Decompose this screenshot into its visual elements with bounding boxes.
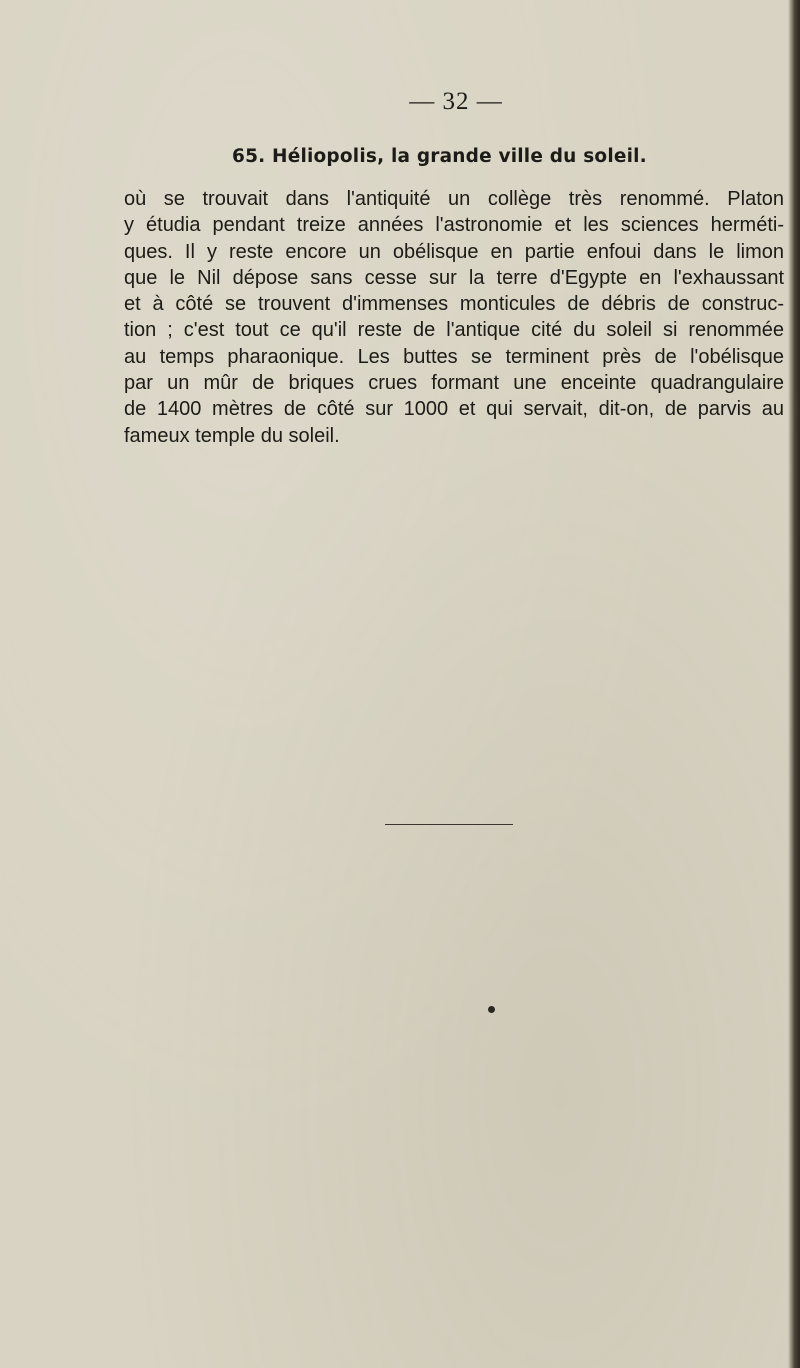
ornament-dot — [488, 1006, 495, 1013]
page-number: — 32 — — [409, 88, 503, 115]
text-line: où se trouvait dans l'antiquité un collège très renommé. Platon — [124, 188, 784, 210]
text-line: au temps pharaonique. Les buttes se terminent près de l'obélisque — [124, 345, 784, 368]
page-edge-shadow — [788, 0, 800, 1368]
body-paragraph — [124, 186, 784, 449]
text-line: par un mûr de briques crues formant une enceinte quadrangulaire — [124, 372, 784, 395]
text-line: que le Nil dépose sans cesse sur la terre d'Egypte en l'exhaussant — [124, 266, 784, 289]
text-line: y étudia pendant treize années l'astronomie et les sciences herméti- — [124, 214, 784, 237]
text-line: et à côté se trouvent d'immenses monticules de débris de construc- — [124, 293, 784, 316]
text-line: tion ; c'est tout ce qu'il reste de l'antique cité du soleil si renommée — [124, 319, 784, 342]
section-divider — [385, 824, 513, 825]
text-line: de 1400 mètres de côté sur 1000 et qui servait, dit-on, de parvis au — [124, 398, 784, 421]
text-line: ques. Il y reste encore un obélisque en partie enfoui dans le limon — [124, 240, 784, 263]
section-title: 65. Héliopolis, la grande ville du soleil. — [232, 146, 647, 167]
text-line: fameux temple du soleil. — [124, 424, 340, 447]
